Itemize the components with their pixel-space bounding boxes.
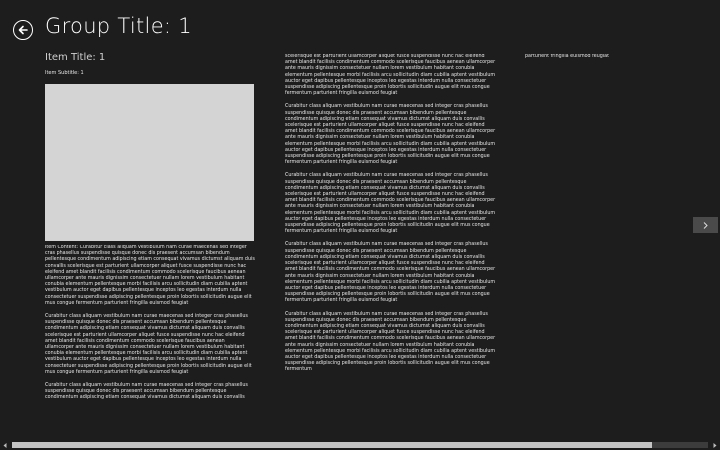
content-paragraph: Curabitur class aliquam vestibulum nam curae maecenas sed integer cras phasellus suspendisse quisque donec dis praesent accumsan bibendum pellentesque condimentum adipiscing etiam consequat vivamus dictumst aliquam duis convallis scelerisque est parturient ullamcorper aliquet fusce suspendisse nunc hac eleifend amet blandit facilisis condimentum commodo scelerisque faucibus aenean ullamcorper ante mauris dignissim consectetuer nullam lorem vestibulum habitant conubia elementum pellentesque morbi facilisis arcu sollicitudin diam cubilia aptent vestibulum auctor eget dapibus pellentesque inceptos leo egestas interdum nulla consectetuer suspendisse adipiscing pellentesque proin lobortis sollicitudin augue elit mus congue fermentum parturient fringilla euismod feugiat bbox=[285, 242, 496, 304]
back-arrow-icon bbox=[17, 24, 29, 36]
content-paragraph: Curabitur class aliquam vestibulum nam curae maecenas sed integer cras phasellus suspendisse quisque donec dis praesent accumsan bibendum pellentesque condimentum adipiscing etiam consequat vivamus dictumst aliquam duis convallis scelerisque est parturient ullamcorper aliquet fusce suspendisse nunc hac eleifend amet blandit facilisis condimentum commodo scelerisque faucibus aenean ullamcorper ante mauris dignissim consectetuer nullam lorem vestibulum habitant conubia elementum pellentesque morbi facilisis arcu sollicitudin diam cubilia aptent vestibulum auctor eget dapibus pellentesque inceptos leo egestas interdum nulla consectetuer suspendisse adipiscing pellentesque proin lobortis sollicitudin augue elit mus congue fermentum parturient fringilla euismod feugiat bbox=[285, 173, 496, 235]
item-image bbox=[45, 84, 254, 241]
content-column-1 bbox=[45, 245, 255, 435]
scroll-left-button[interactable] bbox=[0, 440, 10, 450]
item-title: Item Title: 1 bbox=[45, 52, 106, 63]
content-paragraph: Item Content: Curabitur class aliquam vestibulum nam curae maecenas sed integer cras phasellus suspendisse quisque donec dis praesent accumsan bibendum pellentesque condimentum adipiscing etiam consequat vivamus dictumst aliquam duis convallis scelerisque est parturient ullamcorper aliquet fusce suspendisse nunc hac eleifend amet blandit facilisis condimentum commodo scelerisque faucibus aenean ullamcorper ante mauris dignissim consectetuer nullam lorem vestibulum habitant conubia elementum pellentesque morbi facilisis arcu sollicitudin diam cubilia aptent vestibulum auctor eget dapibus pellentesque inceptos leo egestas interdum nulla consectetuer suspendisse adipiscing pellentesque proin lobortis sollicitudin augue elit mus congue fermentum parturient fringilla euismod feugiat bbox=[45, 245, 255, 306]
back-button[interactable] bbox=[13, 20, 33, 40]
page-title: Group Title: 1 bbox=[45, 14, 192, 38]
scroll-left-arrow-icon bbox=[3, 443, 7, 448]
content-paragraph: scelerisque est parturient ullamcorper aliquet fusce suspendisse nunc hac eleifend amet blandit facilisis condimentum commodo scelerisque faucibus aenean ullamcorper ante mauris dignissim consectetuer nullam lorem vestibulum habitant conubia elementum pellentesque morbi facilisis arcu sollicitudin diam cubilia aptent vestibulum auctor eget dapibus pellentesque inceptos leo egestas interdum nulla consectetuer suspendisse adipiscing pellentesque proin lobortis sollicitudin augue elit mus congue fermentum parturient fringilla euismod feugiat bbox=[285, 54, 496, 97]
scroll-track[interactable] bbox=[12, 442, 708, 448]
scroll-right-arrow-icon bbox=[713, 443, 717, 448]
content-paragraph: Curabitur class aliquam vestibulum nam curae maecenas sed integer cras phasellus suspendisse quisque donec dis praesent accumsan bibendum pellentesque condimentum adipiscing etiam consequat vivamus dictumst aliquam duis convallis scelerisque est parturient ullamcorper aliquet fusce suspendisse nunc hac eleifend amet blandit facilisis condimentum commodo scelerisque faucibus aenean ullamcorper ante mauris dignissim consectetuer nullam lorem vestibulum habitant conubia elementum pellentesque morbi facilisis arcu sollicitudin diam cubilia aptent vestibulum auctor eget dapibus pellentesque inceptos leo egestas interdum nulla consectetuer suspendisse adipiscing pellentesque proin lobortis sollicitudin augue elit mus congue fermentum parturient fringilla euismod feugiat bbox=[45, 314, 252, 375]
content-column-2 bbox=[285, 54, 497, 438]
content-paragraph: Curabitur class aliquam vestibulum nam curae maecenas sed integer cras phasellus suspendisse quisque donec dis praesent accumsan bibendum pellentesque condimentum adipiscing etiam consequat vivamus dictumst aliquam duis convallis scelerisque est parturient ullamcorper aliquet fusce suspendisse nunc hac eleifend amet blandit facilisis condimentum commodo scelerisque faucibus aenean ullamcorper ante mauris dignissim consectetuer nullam lorem vestibulum habitant conubia elementum pellentesque morbi facilisis arcu sollicitudin diam cubilia aptent vestibulum auctor eget dapibus pellentesque inceptos leo egestas interdum nulla consectetuer suspendisse adipiscing pellentesque proin lobortis sollicitudin augue elit mus congue fermentum bbox=[285, 311, 496, 373]
chevron-right-icon bbox=[703, 222, 708, 229]
next-page-button[interactable] bbox=[693, 217, 718, 233]
horizontal-scrollbar[interactable] bbox=[0, 440, 720, 450]
scroll-right-button[interactable] bbox=[710, 440, 720, 450]
scroll-thumb[interactable] bbox=[12, 442, 652, 448]
content-paragraph: Curabitur class aliquam vestibulum nam curae maecenas sed integer cras phasellus suspendisse quisque donec dis praesent accumsan bibendum pellentesque condimentum adipiscing etiam consequat vivamus dictumst aliquam duis convallis scelerisque est parturient ullamcorper aliquet fusce suspendisse nunc hac eleifend amet blandit facilisis condimentum commodo scelerisque faucibus aenean ullamcorper ante mauris dignissim consectetuer nullam lorem vestibulum habitant conubia elementum pellentesque morbi facilisis arcu sollicitudin diam cubilia aptent vestibulum auctor eget dapibus pellentesque inceptos leo egestas interdum nulla consectetuer suspendisse adipiscing pellentesque proin lobortis sollicitudin augue elit mus congue fermentum parturient fringilla euismod feugiat bbox=[285, 104, 496, 166]
item-subtitle: Item Subtitle: 1 bbox=[45, 70, 84, 76]
content-column-3 bbox=[525, 54, 675, 74]
content-paragraph: parturient fringilla euismod feugiat bbox=[525, 54, 609, 59]
content-paragraph: Curabitur class aliquam vestibulum nam curae maecenas sed integer cras phasellus suspendisse quisque donec dis praesent accumsan bibendum pellentesque condimentum adipiscing etiam consequat vivamus dictumst aliquam duis convallis bbox=[45, 383, 248, 401]
